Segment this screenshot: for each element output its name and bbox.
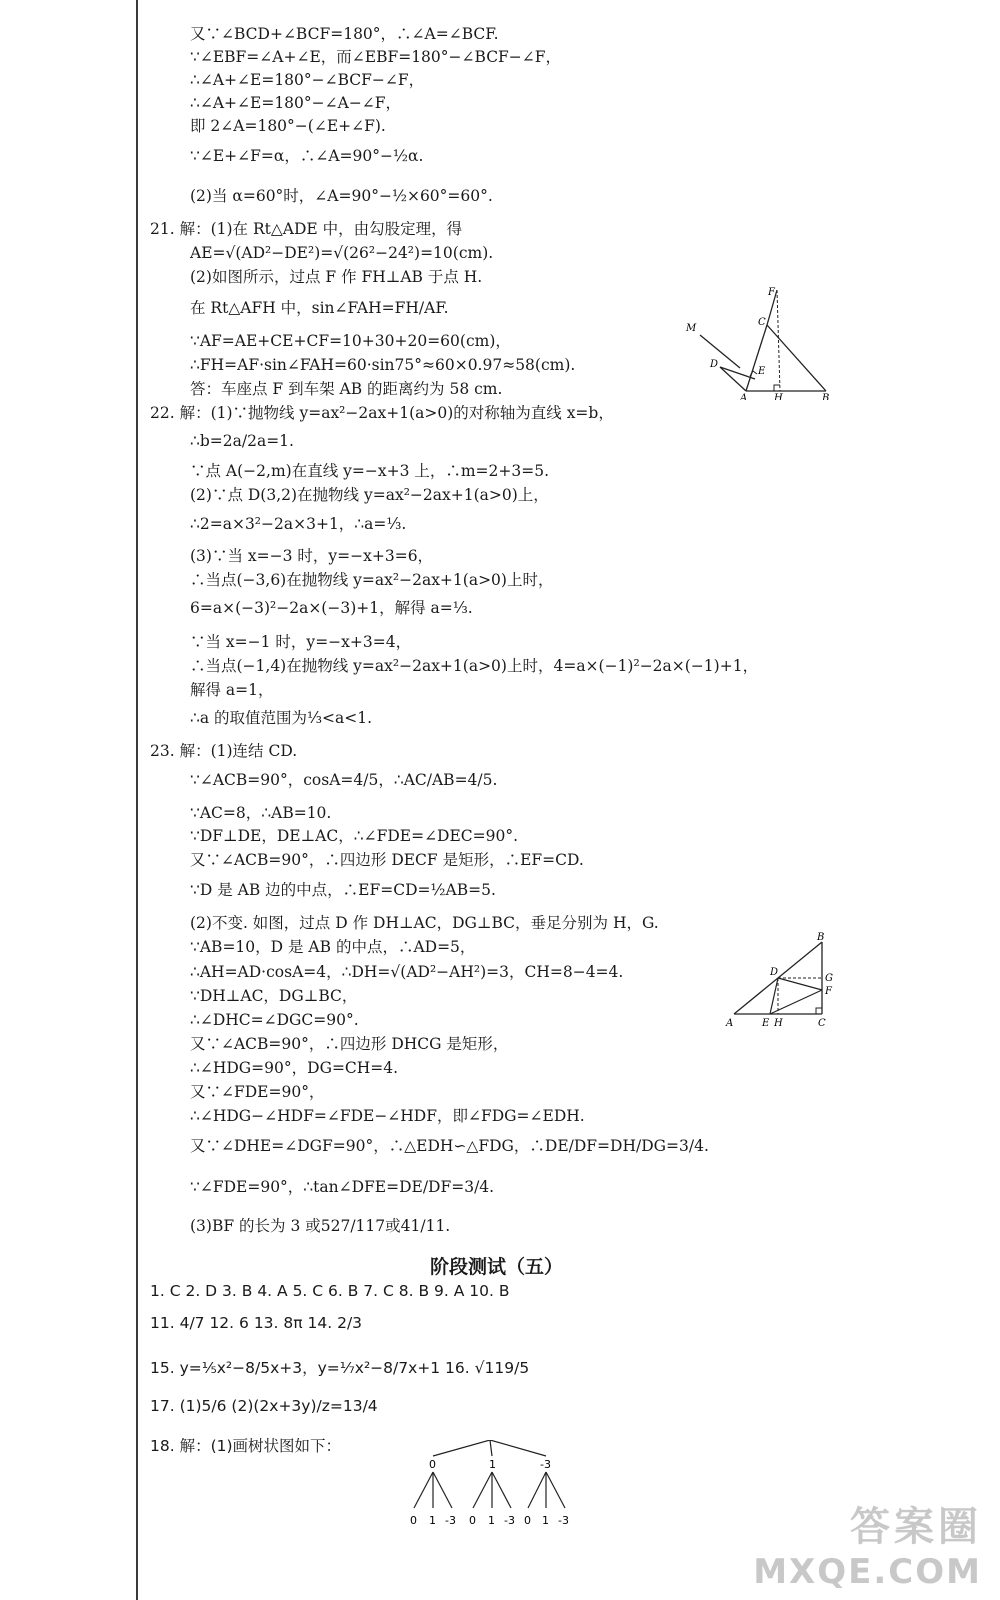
solution-line: ∴∠DHC=∠DGC=90°. bbox=[190, 1011, 359, 1029]
figure-21-bike-frame bbox=[680, 285, 840, 400]
solution-line: 即 2∠A=180°−(∠E+∠F). bbox=[190, 117, 386, 135]
solution-line: (2)不变. 如图，过点 D 作 DH⊥AC，DG⊥BC，垂足分别为 H，G. bbox=[190, 914, 659, 932]
tree-level1-0: 0 bbox=[429, 1458, 436, 1471]
solution-line: 21. 解：(1)在 Rt△ADE 中，由勾股定理，得 bbox=[150, 220, 463, 238]
solution-line: 又∵∠DHE=∠DGF=90°，∴△EDH∽△FDG，∴DE/DF=DH/DG=3/4. bbox=[190, 1137, 709, 1155]
fig23-label-B: B bbox=[817, 932, 825, 943]
solution-line: ∴b=2a/2a=1. bbox=[190, 432, 294, 450]
fig23-label-A: A bbox=[726, 1018, 734, 1029]
solution-line: ∵点 A(−2,m)在直线 y=−x+3 上，∴m=2+3=5. bbox=[190, 462, 550, 480]
solution-line: (2)∵点 D(3,2)在抛物线 y=ax²−2ax+1(a>0)上， bbox=[190, 486, 549, 504]
tree-level1-neg3: -3 bbox=[540, 1458, 551, 1471]
fig21-label-D: D bbox=[710, 359, 719, 370]
solution-line: 又∵∠ACB=90°，∴四边形 DHCG 是矩形， bbox=[190, 1035, 509, 1053]
solution-line: AE=√(AD²−DE²)=√(26²−24²)=10(cm). bbox=[190, 244, 494, 262]
fig21-label-E: E bbox=[758, 366, 766, 377]
solution-line: (3)∵当 x=−3 时，y=−x+3=6， bbox=[190, 547, 434, 565]
solution-line: ∴∠A+∠E=180°−∠A−∠F， bbox=[190, 94, 402, 112]
fig21-label-B: B bbox=[822, 393, 830, 400]
tree-leaf: 0 bbox=[524, 1514, 531, 1527]
watermark bbox=[753, 1495, 982, 1592]
tree-diagram bbox=[400, 1440, 590, 1590]
answer-line: 15. y=⅕x²−8/5x+3，y=⅐x²−8/7x+1 16. √119/5 bbox=[150, 1359, 530, 1377]
tree-leaf: -3 bbox=[558, 1514, 569, 1527]
figure-23-triangle bbox=[722, 930, 842, 1030]
fig23-label-F: F bbox=[825, 986, 832, 997]
solution-line: ∵∠EBF=∠A+∠E，而∠EBF=180°−∠BCF−∠F， bbox=[190, 48, 562, 66]
solution-line: ∵∠FDE=90°，∴tan∠DFE=DE/DF=3/4. bbox=[190, 1178, 495, 1196]
tree-leaf: 1 bbox=[542, 1514, 549, 1527]
solution-line: (2)当 α=60°时，∠A=90°−½×60°=60°. bbox=[190, 187, 493, 205]
solution-line: 在 Rt△AFH 中，sin∠FAH=FH/AF. bbox=[190, 299, 449, 317]
fig23-label-E: E bbox=[762, 1018, 770, 1029]
solution-line: ∵当 x=−1 时，y=−x+3=4， bbox=[190, 633, 412, 651]
solution-line: 又∵∠ACB=90°，∴四边形 DECF 是矩形，∴EF=CD. bbox=[190, 851, 584, 869]
fig21-label-M: M bbox=[686, 323, 697, 334]
solution-line: ∵AF=AE+CE+CF=10+30+20=60(cm)， bbox=[190, 332, 511, 350]
solution-line: ∵DH⊥AC，DG⊥BC， bbox=[190, 987, 358, 1005]
solution-line: ∵D 是 AB 边的中点，∴EF=CD=½AB=5. bbox=[190, 881, 496, 899]
solution-line: 答：车座点 F 到车架 AB 的距离约为 58 cm. bbox=[190, 380, 503, 398]
tree-leaf: -3 bbox=[504, 1514, 515, 1527]
solution-line: ∵∠ACB=90°，cosA=4/5，∴AC/AB=4/5. bbox=[190, 771, 498, 789]
watermark-url: MXQE.COM bbox=[753, 1552, 982, 1592]
solution-line: ∵AB=10，D 是 AB 的中点，∴AD=5， bbox=[190, 938, 476, 956]
watermark-logo-text: 答案圈 bbox=[850, 1504, 982, 1550]
answer-line: 18. 解：(1)画树状图如下： bbox=[150, 1437, 342, 1455]
answer-line: 11. 4/7 12. 6 13. 8π 14. 2/3 bbox=[150, 1314, 363, 1332]
tree-leaf: 1 bbox=[488, 1514, 495, 1527]
answer-line: 1. C 2. D 3. B 4. A 5. C 6. B 7. C 8. B 9. A 10. B bbox=[150, 1282, 510, 1300]
solution-line: ∴∠HDG−∠HDF=∠FDE−∠HDF，即∠FDG=∠EDH. bbox=[190, 1107, 585, 1125]
section-title: 阶段测试（五） bbox=[430, 1256, 564, 1278]
solution-line: 23. 解：(1)连结 CD. bbox=[150, 742, 298, 760]
solution-line: ∴∠A+∠E=180°−∠BCF−∠F， bbox=[190, 71, 425, 89]
solution-line: (2)如图所示，过点 F 作 FH⊥AB 于点 H. bbox=[190, 268, 483, 286]
tree-level1-1: 1 bbox=[489, 1458, 496, 1471]
solution-line: ∴AH=AD·cosA=4，∴DH=√(AD²−AH²)=3，CH=8−4=4. bbox=[190, 963, 624, 981]
tree-leaf: -3 bbox=[445, 1514, 456, 1527]
answer-line: 17. (1)5/6 (2)(2x+3y)/z=13/4 bbox=[150, 1397, 378, 1415]
solution-line: 22. 解：(1)∵抛物线 y=ax²−2ax+1(a>0)的对称轴为直线 x=b， bbox=[150, 404, 614, 422]
solution-line: (3)BF 的长为 3 或527/117或41/11. bbox=[190, 1217, 451, 1235]
solution-line: ∴当点(−1,4)在抛物线 y=ax²−2ax+1(a>0)上时，4=a×(−1)²−2a×(−1)+1， bbox=[190, 657, 759, 675]
fig21-label-H: H bbox=[774, 393, 783, 400]
solution-line: 又∵∠BCD+∠BCF=180°，∴∠A=∠BCF. bbox=[190, 25, 499, 43]
fig23-label-G: G bbox=[825, 973, 833, 984]
tree-leaf: 1 bbox=[429, 1514, 436, 1527]
fig21-label-C: C bbox=[758, 317, 766, 328]
solution-line: 解得 a=1， bbox=[190, 681, 274, 699]
solution-line: 6=a×(−3)²−2a×(−3)+1，解得 a=⅓. bbox=[190, 599, 473, 617]
solution-line: ∴当点(−3,6)在抛物线 y=ax²−2ax+1(a>0)上时， bbox=[190, 571, 554, 589]
tree-leaf: 0 bbox=[410, 1514, 417, 1527]
solution-line: ∴FH=AF·sin∠FAH=60·sin75°≈60×0.97≈58(cm). bbox=[190, 356, 576, 374]
tree-leaf: 0 bbox=[469, 1514, 476, 1527]
solution-line: 又∵∠FDE=90°， bbox=[190, 1083, 325, 1101]
solution-line: ∴a 的取值范围为⅓<a<1. bbox=[190, 709, 373, 727]
solution-line: ∵∠E+∠F=α，∴∠A=90°−½α. bbox=[190, 147, 424, 165]
fig21-label-F: F bbox=[768, 287, 775, 298]
fig23-label-D: D bbox=[770, 967, 779, 978]
fig23-label-H: H bbox=[774, 1018, 783, 1029]
page-margin-rule bbox=[136, 0, 138, 1600]
solution-line: ∵DF⊥DE，DE⊥AC，∴∠FDE=∠DEC=90°. bbox=[190, 827, 519, 845]
solution-line: ∵AC=8，∴AB=10. bbox=[190, 804, 332, 822]
fig23-label-C: C bbox=[818, 1018, 826, 1029]
solution-line: ∴∠HDG=90°，DG=CH=4. bbox=[190, 1059, 399, 1077]
solution-line: ∴2=a×3²−2a×3+1，∴a=⅓. bbox=[190, 515, 407, 533]
fig21-label-A: A bbox=[740, 393, 748, 400]
